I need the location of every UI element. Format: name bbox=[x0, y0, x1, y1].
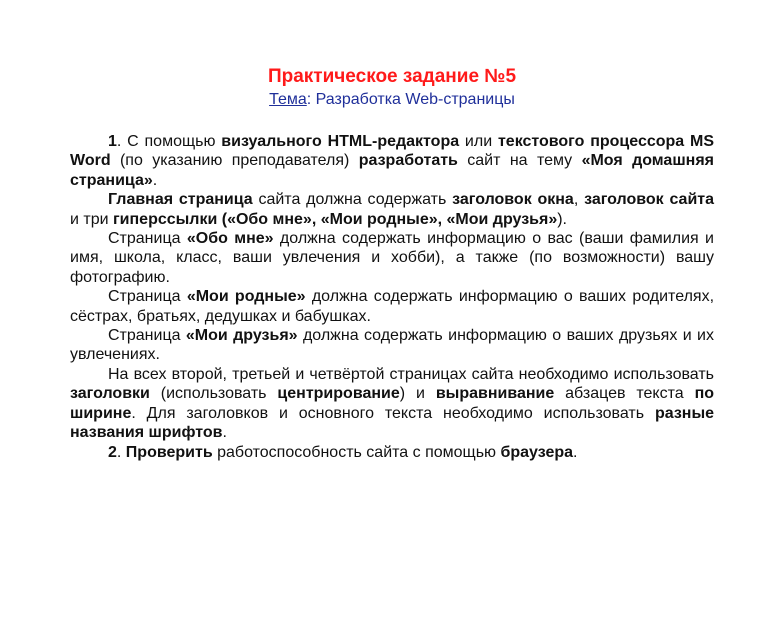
text-run: Страница bbox=[108, 288, 187, 306]
bold-text-run: выравнивание bbox=[435, 385, 555, 403]
text-run: . Для заголовков и основного текста необходимо использовать bbox=[131, 404, 655, 422]
text-run: (по указанию преподавателя) bbox=[110, 152, 359, 170]
text-run: ). bbox=[557, 210, 567, 228]
text-run: (использовать bbox=[149, 385, 278, 403]
text-run: . bbox=[222, 424, 227, 442]
para-2 bbox=[70, 443, 714, 462]
text-run: . bbox=[573, 443, 578, 461]
para-about-me bbox=[70, 229, 714, 287]
para-friends bbox=[70, 326, 714, 365]
bold-text-run: разные названия шрифтов bbox=[70, 404, 714, 442]
text-run: ) и bbox=[399, 385, 436, 403]
bold-text-run: гиперссылки («Обо мне», «Мои родные», «Мои друзья» bbox=[113, 210, 558, 228]
bold-text-run: Проверить bbox=[125, 443, 213, 461]
text-run: , bbox=[573, 191, 585, 209]
text-run: должна содержать информацию о ваших друзьях и их увлечениях. bbox=[70, 327, 714, 364]
bold-text-run: разработать bbox=[358, 152, 458, 170]
subtitle-text: Разработка Web-страницы bbox=[315, 91, 515, 108]
text-run: Страница bbox=[108, 230, 187, 248]
text-run: или bbox=[459, 133, 498, 150]
text-run: сайт на тему bbox=[457, 152, 582, 170]
text-run: абзацев текста bbox=[554, 385, 695, 403]
bold-text-run: 1 bbox=[108, 133, 117, 150]
document-title: Практическое задание №5 bbox=[267, 66, 517, 87]
bold-text-run: текстового процессора MS Word bbox=[70, 133, 714, 170]
bold-text-run: визуального HTML-редактора bbox=[221, 133, 460, 150]
text-run: Страница bbox=[108, 327, 186, 345]
bold-text-run: «Мои друзья» bbox=[185, 327, 298, 345]
text-run: На всех второй, третьей и четвёртой страницах сайта необходимо использовать bbox=[108, 365, 714, 383]
bold-text-run: заголовок окна bbox=[452, 191, 574, 209]
text-run: должна содержать информацию о ваших родителях, сёстрах, братьях, дедушках и бабушках. bbox=[70, 288, 715, 325]
bold-text-run: «Моя домашняя страница» bbox=[70, 152, 715, 189]
text-run: работоспособность сайта с помощью bbox=[212, 443, 501, 461]
bold-text-run: «Мои родные» bbox=[186, 288, 306, 306]
text-run: сайта должна содержать bbox=[252, 191, 453, 209]
para-1 bbox=[70, 132, 714, 190]
bold-text-run: заголовок сайта bbox=[584, 191, 715, 209]
text-run: должна содержать информацию о вас (ваши фамилия и имя, школа, класс, ваши увлечения и хобби), а также (по возможности) вашу фотографию. bbox=[70, 230, 714, 286]
para-main-page bbox=[70, 190, 714, 229]
para-relatives bbox=[70, 287, 714, 326]
para-formatting bbox=[70, 365, 714, 443]
subtitle-separator: : bbox=[306, 91, 316, 108]
document-body bbox=[70, 132, 714, 462]
document-page bbox=[70, 64, 714, 462]
bold-text-run: «Обо мне» bbox=[186, 230, 274, 248]
text-run: . bbox=[152, 171, 158, 189]
bold-text-run: по ширине bbox=[70, 385, 715, 422]
text-run: . bbox=[116, 443, 126, 461]
subtitle-label: Тема bbox=[269, 91, 307, 108]
bold-text-run: браузера bbox=[500, 443, 574, 461]
bold-text-run: заголовки bbox=[70, 385, 150, 403]
document-subtitle bbox=[70, 90, 714, 110]
bold-text-run: Главная страница bbox=[108, 191, 253, 209]
bold-text-run: центрирование bbox=[277, 385, 400, 403]
text-run: и три bbox=[70, 210, 113, 228]
text-run: . С помощью bbox=[116, 133, 222, 150]
bold-text-run: 2 bbox=[108, 443, 117, 461]
